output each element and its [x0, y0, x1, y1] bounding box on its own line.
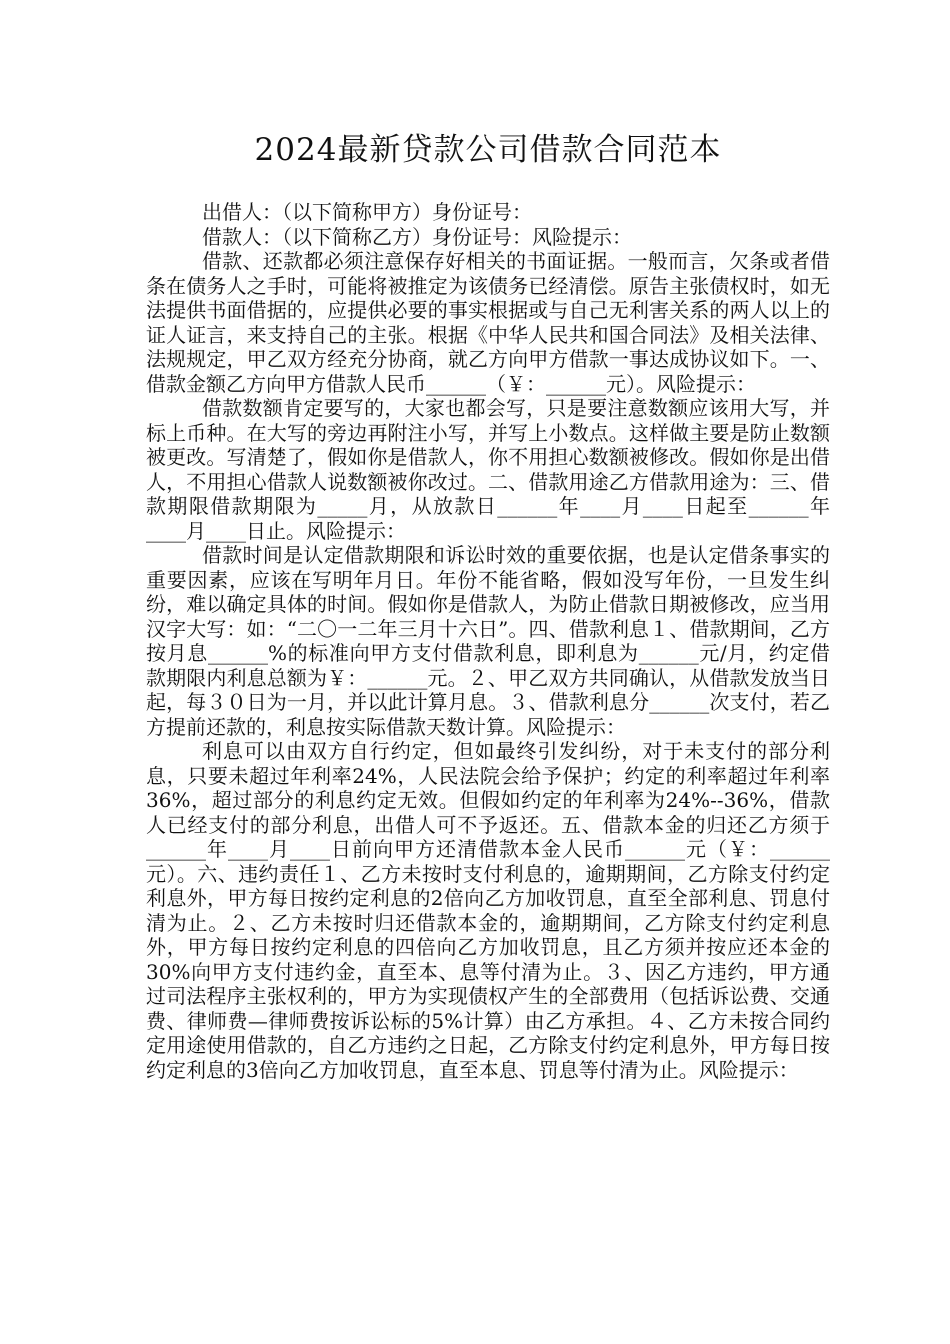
paragraph-amount-purpose-term: 借款数额肯定要写的，大家也都会写，只是要注意数额应该用大写，并标上币种。在大写的旁边再附注小写，并写上小数点。这样做主要是防止数额被更改。写清楚了，假如你是借款人，你不用担心数额被修改。假如你是出借人，不用担心借款人说数额被你改过。二、借款用途乙方借款用途为：三、借款期限借款期限为_____月，从放款日______年____月____日起至______年____月____日止。风险提示： [146, 396, 830, 543]
document-body [146, 200, 830, 1082]
document-title: 2024最新贷款公司借款合同范本 [254, 132, 722, 168]
lender-line: 出借人：（以下简称甲方）身份证号： [202, 200, 532, 224]
paragraph-term-and-interest: 借款时间是认定借款期限和诉讼时效的重要依据，也是认定借条事实的重要因素，应该在写明年月日。年份不能省略，假如没写年份，一旦发生纠纷，难以确定具体的时间。假如你是借款人，为防止借款日期被修改，应当用汉字大写：如：“二〇一二年三月十六日”。四、借款利息１、借款期间，乙方按月息______%的标准向甲方支付借款利息，即利息为______元/月，约定借款期限内利息总额为￥：______元。２、甲乙双方共同确认，从借款发放当日起，每３０日为一月，并以此计算月息。３、借款利息分______次支付，若乙方提前还款的，利息按实际借款天数计算。风险提示： [146, 543, 830, 739]
borrower-line: 借款人：（以下简称乙方）身份证号：风险提示： [202, 224, 632, 249]
paragraph-interest-repayment-liability: 利息可以由双方自行约定，但如最终引发纠纷，对于未支付的部分利息，只要未超过年利率24%，人民法院会给予保护；约定的利率超过年利率36%，超过部分的利息约定无效。但假如约定的年利率为24%--36%，借款人已经支付的部分利息，出借人可不予返还。五、借款本金的归还乙方须于______年____月____日前向甲方还清借款本金人民币______元（￥：______元）。六、违约责任１、乙方未按时支付利息的，逾期期间，乙方除支付约定利息外，甲方每日按约定利息的2倍向乙方加收罚息，直至全部利息、罚息付清为止。２、乙方未按时归还借款本金的，逾期期间，乙方除支付约定利息外，甲方每日按约定利息的四倍向乙方加收罚息，且乙方须并按应还本金的30%向甲方支付违约金，直至本、息等付清为止。３、因乙方违约，甲方通过司法程序主张权利的，甲方为实现债权产生的全部费用（包括诉讼费、交通费、律师费—律师费按诉讼标的5%计算）由乙方承担。４、乙方未按合同约定用途使用借款的，自乙方违约之日起，乙方除支付约定利息外，甲方每日按约定利息的3倍向乙方加收罚息，直至本息、罚息等付清为止。风险提示： [146, 739, 830, 1082]
paragraph-evidence-and-amount: 借款、还款都必须注意保存好相关的书面证据。一般而言，欠条或者借条在债务人之手时，可能将被推定为该债务已经清偿。原告主张债权时，如无法提供书面借据的，应提供必要的事实根据或与自己无利害关系的两人以上的证人证言，来支持自己的主张。根据《中华人民共和国合同法》及相关法律、法规规定，甲乙双方经充分协商，就乙方向甲方借款一事达成协议如下。一、借款金额乙方向甲方借款人民币______（￥：______元）。风险提示： [146, 249, 830, 396]
